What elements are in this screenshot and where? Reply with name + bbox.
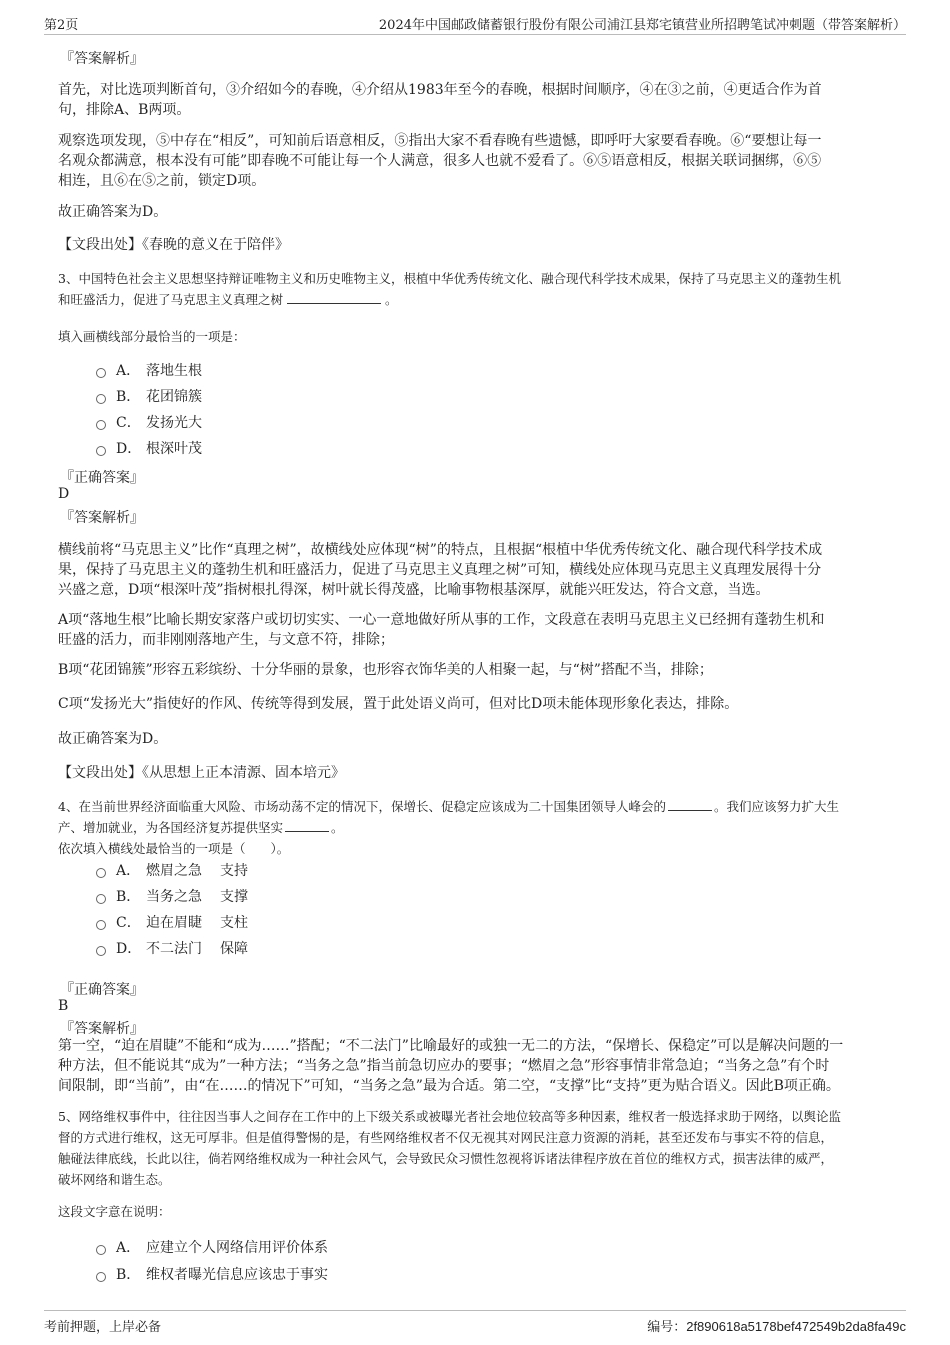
analysis-label: 『答案解析』 bbox=[60, 510, 144, 526]
option-letter: A． bbox=[116, 1240, 141, 1256]
text-line: 触碰法律底线，长此以往，倘若网络维权成为一种社会风气，会导致民众习惯性忽视将诉诸法律程序放在首位的维权方式，损害法律的威严， bbox=[58, 1151, 834, 1166]
option-a[interactable] bbox=[96, 360, 202, 380]
footer-slogan: 考前押题，上岸必备 bbox=[44, 1320, 162, 1335]
fill-blank bbox=[668, 810, 712, 811]
option-b[interactable] bbox=[96, 1264, 328, 1284]
page-header bbox=[44, 14, 906, 35]
option-text: 应建立个人网络信用评价体系 bbox=[146, 1240, 328, 1256]
page-number: 第2页 bbox=[44, 18, 79, 33]
text-fragment: 4、在当前世界经济面临重大风险、市场动荡不定的情况下，保增长、促稳定应该成为二十国集团领导人峰会的 bbox=[58, 799, 666, 814]
text-line: 3、中国特色社会主义思想坚持辩证唯物主义和历史唯物主义，根植中华优秀传统文化、融合现代科学技术成果，保持了马克思主义的蓬勃生机 bbox=[58, 271, 841, 286]
text-line bbox=[58, 289, 908, 310]
option-text: 支持 bbox=[220, 863, 248, 879]
option-text: 花团锦簇 bbox=[146, 389, 202, 405]
text-line: 5、网络维权事件中，往往因当事人之间存在工作中的上下级关系或被曝光者社会地位较高等多种因素，维权者一般选择求助于网络，以舆论监 bbox=[58, 1109, 841, 1124]
option-letter: B． bbox=[116, 889, 141, 905]
radio-icon[interactable] bbox=[96, 868, 106, 878]
question-3-stem bbox=[58, 268, 908, 310]
radio-icon[interactable] bbox=[96, 894, 106, 904]
correct-answer: D bbox=[58, 486, 70, 502]
option-text: 落地生根 bbox=[146, 363, 202, 379]
text-line: 观察选项发现，⑤中存在“相反”，可知前后语意相反，⑤指出大家不看春晚有些遗憾，即呼吁大家要看春晚。⑥“要想让每一 bbox=[58, 133, 822, 149]
text-fragment: 。 bbox=[385, 292, 398, 307]
option-text: 保障 bbox=[220, 941, 248, 957]
question-5-stem bbox=[58, 1106, 908, 1190]
text-line: B项“花团锦簇”形容五彩缤纷、十分华丽的景象，也形容衣饰华美的人相聚一起，与“树”搭配不当，排除； bbox=[58, 662, 713, 678]
analysis-paragraph bbox=[58, 80, 908, 120]
correct-answer-label: 『正确答案』 bbox=[60, 982, 144, 998]
conclusion: 故正确答案为D。 bbox=[58, 204, 168, 220]
text-line: 首先，对比选项判断首句，③介绍如今的春晚，④介绍从1983年至今的春晚，根据时间顺序，④在③之前，④更适合作为首 bbox=[58, 82, 822, 98]
option-text: 根深叶茂 bbox=[146, 441, 202, 457]
option-letter: A． bbox=[116, 363, 141, 379]
text-fragment: 产、增加就业，为各国经济复苏提供坚实 bbox=[58, 820, 284, 835]
option-text: 发扬光大 bbox=[146, 415, 202, 431]
analysis-paragraph bbox=[58, 131, 908, 191]
option-text: 维权者曝光信息应该忠于事实 bbox=[146, 1267, 328, 1283]
fill-blank bbox=[285, 831, 329, 832]
page-footer bbox=[44, 1310, 906, 1335]
text-line: 兴盛之意，D项“根深叶茂”指树根扎得深，树叶就长得茂盛，比喻事物根基深厚，就能兴旺发达，符合文意，当选。 bbox=[58, 582, 770, 598]
document-title: 2024年中国邮政储蓄银行股份有限公司浦江县郑宅镇营业所招聘笔试冲刺题（带答案解析） bbox=[378, 18, 906, 33]
option-letter: B． bbox=[116, 1267, 141, 1283]
option-d[interactable] bbox=[96, 438, 202, 458]
text-line bbox=[58, 796, 908, 817]
option-b[interactable] bbox=[96, 886, 248, 906]
text-line: 相连，且⑥在⑤之前，锁定D项。 bbox=[58, 173, 266, 189]
option-letter: B． bbox=[116, 389, 141, 405]
analysis-label: 『答案解析』 bbox=[60, 1021, 144, 1037]
question-3-prompt: 填入画横线部分最恰当的一项是： bbox=[58, 329, 246, 344]
option-letter: D． bbox=[116, 941, 142, 957]
option-c[interactable] bbox=[96, 412, 202, 432]
radio-icon[interactable] bbox=[96, 368, 106, 378]
option-a[interactable] bbox=[96, 860, 248, 880]
source-citation: 【文段出处】《春晚的意义在于陪伴》 bbox=[58, 237, 289, 253]
text-line: 横线前将“马克思主义”比作“真理之树”，故横线处应体现“树”的特点，且根据“根植中华优秀传统文化、融合现代科学技术成 bbox=[58, 542, 823, 558]
radio-icon[interactable] bbox=[96, 920, 106, 930]
text-line: 督的方式进行维权，这无可厚非。但是值得警惕的是，有些网络维权者不仅无视其对网民注意力资源的消耗，甚至还发布与事实不符的信息， bbox=[58, 1130, 834, 1145]
option-text: 不二法门 bbox=[146, 941, 202, 957]
option-text: 迫在眉睫 bbox=[146, 915, 202, 931]
analysis-paragraph bbox=[58, 694, 908, 714]
text-fragment: 和旺盛活力，促进了马克思主义真理之树 bbox=[58, 292, 284, 307]
text-line bbox=[58, 817, 908, 838]
text-fragment: 。 bbox=[331, 820, 344, 835]
code-label: 编号： bbox=[647, 1320, 687, 1335]
code-value: 2f890618a5178bef472549b2da8fa49c bbox=[686, 1319, 906, 1334]
option-letter: D． bbox=[116, 441, 142, 457]
radio-icon[interactable] bbox=[96, 946, 106, 956]
option-letter: A． bbox=[116, 863, 141, 879]
option-text: 燃眉之急 bbox=[146, 863, 202, 879]
conclusion: 故正确答案为D。 bbox=[58, 731, 168, 747]
option-text: 当务之急 bbox=[146, 889, 202, 905]
analysis-paragraph bbox=[58, 610, 908, 650]
option-letter: C． bbox=[116, 415, 141, 431]
analysis-paragraph bbox=[58, 540, 908, 600]
option-c[interactable] bbox=[96, 912, 248, 932]
text-line: C项“发扬光大”指使好的作风、传统等得到发展，置于此处语义尚可，但对比D项未能体现形象化表达，排除。 bbox=[58, 696, 739, 712]
text-line: 种方法，但不能说其“成为”一种方法；“当务之急”指当前急切应办的要事；“燃眉之急”形容事情非常急迫；“当务之急”有个时 bbox=[58, 1058, 830, 1074]
analysis-label: 『答案解析』 bbox=[60, 51, 144, 67]
fill-blank bbox=[287, 303, 381, 304]
text-line: 名观众都满意，根本没有可能”即春晚不可能让每一个人满意，很多人也就不爱看了。⑥⑤语意相反，根据关联词捆绑，⑥⑤ bbox=[58, 153, 822, 169]
source-citation: 【文段出处】《从思想上正本清源、固本培元》 bbox=[58, 765, 345, 781]
text-line: A项“落地生根”比喻长期安家落户或切切实实、一心一意地做好所从事的工作，文段意在表明马克思主义已经拥有蓬勃生机和 bbox=[58, 612, 825, 628]
text-line: 旺盛的活力，而非刚刚落地产生，与文意不符，排除； bbox=[58, 632, 394, 648]
radio-icon[interactable] bbox=[96, 1245, 106, 1255]
option-text: 支柱 bbox=[220, 915, 248, 931]
radio-icon[interactable] bbox=[96, 446, 106, 456]
analysis-paragraph bbox=[58, 1036, 908, 1096]
question-4-stem bbox=[58, 796, 908, 859]
question-4-prompt: 依次填入横线处最恰当的一项是（ ）。 bbox=[58, 841, 290, 856]
text-line: 第一空，“迫在眉睫”不能和“成为……”搭配；“不二法门”比喻最好的或独一无二的方法，“保增长、保稳定”可以是解决问题的一 bbox=[58, 1038, 844, 1054]
text-line: 破坏网络和谐生态。 bbox=[58, 1172, 171, 1187]
radio-icon[interactable] bbox=[96, 394, 106, 404]
question-5-prompt: 这段文字意在说明： bbox=[58, 1204, 171, 1219]
option-a[interactable] bbox=[96, 1237, 328, 1257]
option-d[interactable] bbox=[96, 938, 248, 958]
radio-icon[interactable] bbox=[96, 1272, 106, 1282]
option-letter: C． bbox=[116, 915, 141, 931]
radio-icon[interactable] bbox=[96, 420, 106, 430]
text-line: 果，保持了马克思主义的蓬勃生机和旺盛活力，促进了马克思主义真理之树”可知，横线处应体现马克思主义真理发展得十分 bbox=[58, 562, 822, 578]
text-line: 句，排除A、B两项。 bbox=[58, 102, 191, 118]
text-fragment: 。我们应该努力扩大生 bbox=[713, 799, 839, 814]
correct-answer-label: 『正确答案』 bbox=[60, 470, 144, 486]
correct-answer: B bbox=[58, 998, 69, 1014]
option-b[interactable] bbox=[96, 386, 202, 406]
option-text: 支撑 bbox=[220, 889, 248, 905]
document-code bbox=[647, 1316, 906, 1335]
analysis-paragraph bbox=[58, 660, 908, 680]
text-line: 间限制，即“当前”，由“在……的情况下”可知，“当务之急”最为合适。第二空，“支撑”比“支持”更为贴合语义。因此B项正确。 bbox=[58, 1078, 840, 1094]
